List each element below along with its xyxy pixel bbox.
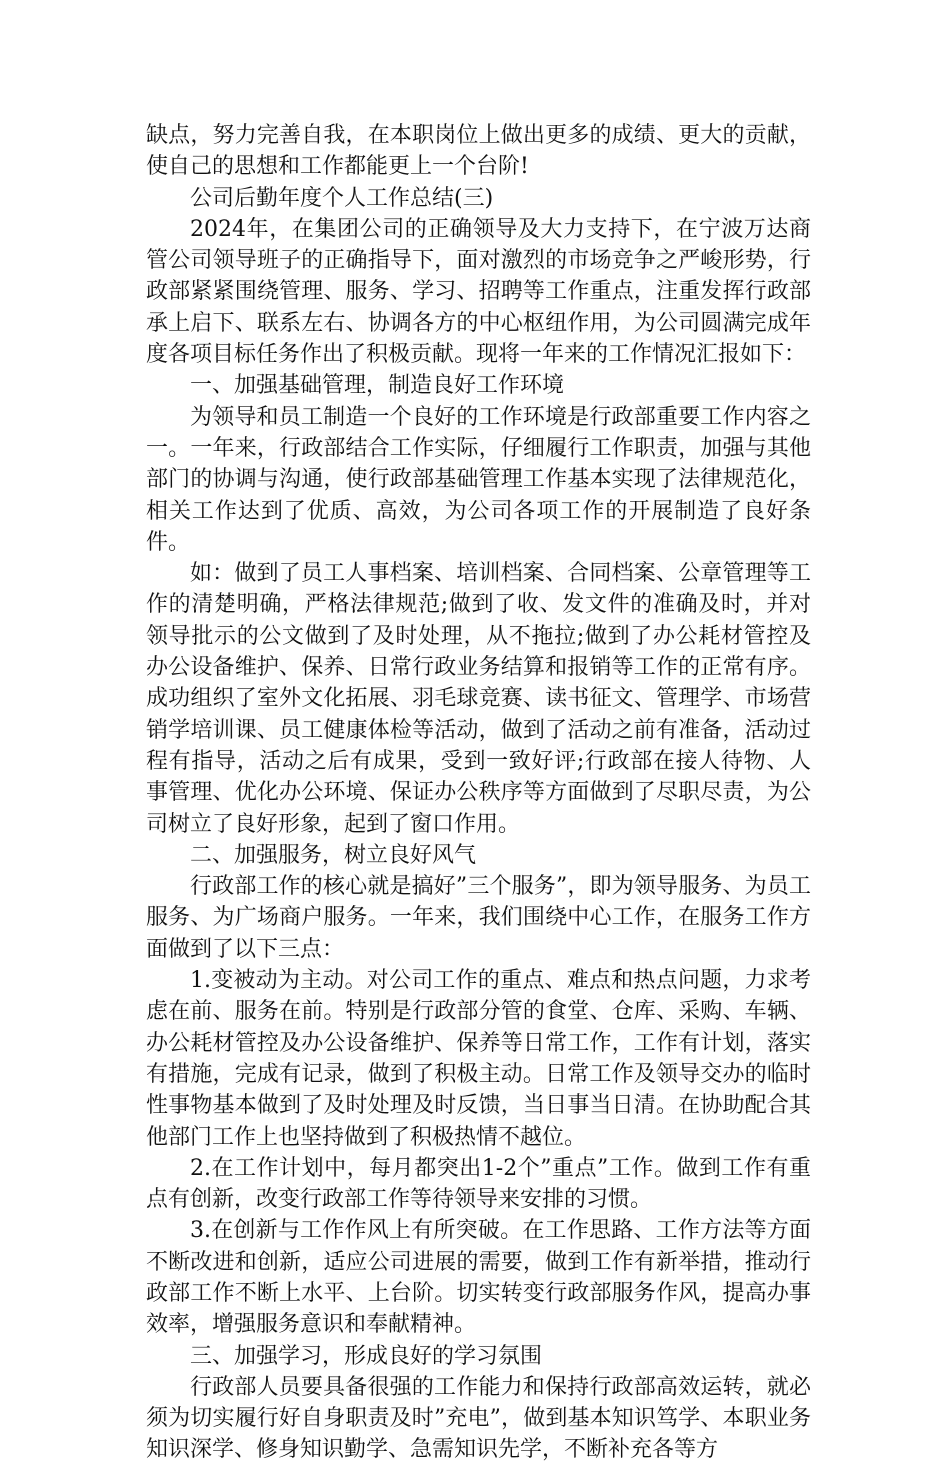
paragraph-intro: 2024年，在集团公司的正确领导及大力支持下，在宁波万达商管公司领导班子的正确指导下，面对激烈的市场竞争之严峻形势，行政部紧紧围绕管理、服务、学习、招聘等工作重点，注重发挥行政部承上启下、联系左右、协调各方的中心枢纽作用，为公司圆满完成年度各项目标任务作出了积极贡献。现将一年来的工作情况汇报如下： [146,216,811,368]
section-heading-3: 三、加强学习，形成良好的学习氛围 [190,1343,543,1369]
paragraph-section-1-body: 为领导和员工制造一个良好的工作环境是行政部重要工作内容之一。一年来，行政部结合工作实际，仔细履行工作职责，加强与其他部门的协调与沟通，使行政部基础管理工作基本实现了法律规范化，相关工作达到了优质、高效，为公司各项工作的开展制造了良好条件。 [146,404,811,555]
paragraph-section-2-body: 行政部工作的核心就是搞好”三个服务”，即为领导服务、为员工服务、为广场商户服务。一年来，我们围绕中心工作，在服务工作方面做到了以下三点： [146,874,811,962]
list-item-3: 3.在创新与工作作风上有所突破。在工作思路、工作方法等方面不断改进和创新，适应公司进展的需要，做到工作有新举措，推动行政部工作不断上水平、上台阶。切实转变行政部服务作风，提高办事效率，增强服务意识和奉献精神。 [146,1218,811,1338]
paragraph-closing-line: 缺点，努力完善自我，在本职岗位上做出更多的成绩、更大的贡献，使自己的思想和工作都能更上一个台阶! [146,123,811,180]
list-item-1: 1.变被动为主动。对公司工作的重点、难点和热点问题，力求考虑在前、服务在前。特别是行政部分管的食堂、仓库、采购、车辆、办公耗材管控及办公设备维护、保养等日常工作，工作有计划，落实有措施，完成有记录，做到了积极主动。日常工作及领导交办的临时性事物基本做到了及时处理及时反馈，当日事当日清。在协助配合其他部门工作上也坚持做到了积极热情不越位。 [146,968,811,1150]
section-heading-2: 二、加强服务，树立良好风气 [190,842,477,868]
paragraph-section-3-body: 行政部人员要具备很强的工作能力和保持行政部高效运转，就必须为切实履行好自身职责及时”充电”，做到基本知识笃学、本职业务知识深学、修身知识勤学、急需知识先学，不断补充各等方 [146,1374,811,1463]
list-item-2: 2.在工作计划中，每月都突出1-2个”重点”工作。做到工作有重点有创新，改变行政部工作等待领导来安排的习惯。 [146,1155,811,1213]
paragraph-section-1-examples: 如：做到了员工人事档案、培训档案、合同档案、公章管理等工作的清楚明确，严格法律规范;做到了收、发文件的准确及时，并对领导批示的公文做到了及时处理，从不拖拉;做到了办公耗材管控及办公设备维护、保养、日常行政业务结算和报销等工作的正常有序。成功组织了室外文化拓展、羽毛球竞赛、读书征文、管理学、市场营销学培训课、员工健康体检等活动，做到了活动之前有准备，活动过程有指导，活动之后有成果，受到一致好评;行政部在接人待物、人事管理、优化办公环境、保证办公秩序等方面做到了尽职尽责，为公司树立了良好形象，起到了窗口作用。 [146,561,811,837]
section-heading-1: 一、加强基础管理，制造良好工作环境 [190,373,565,399]
document-page [146,120,811,1466]
document-title: 公司后勤年度个人工作总结(三) [190,185,494,211]
